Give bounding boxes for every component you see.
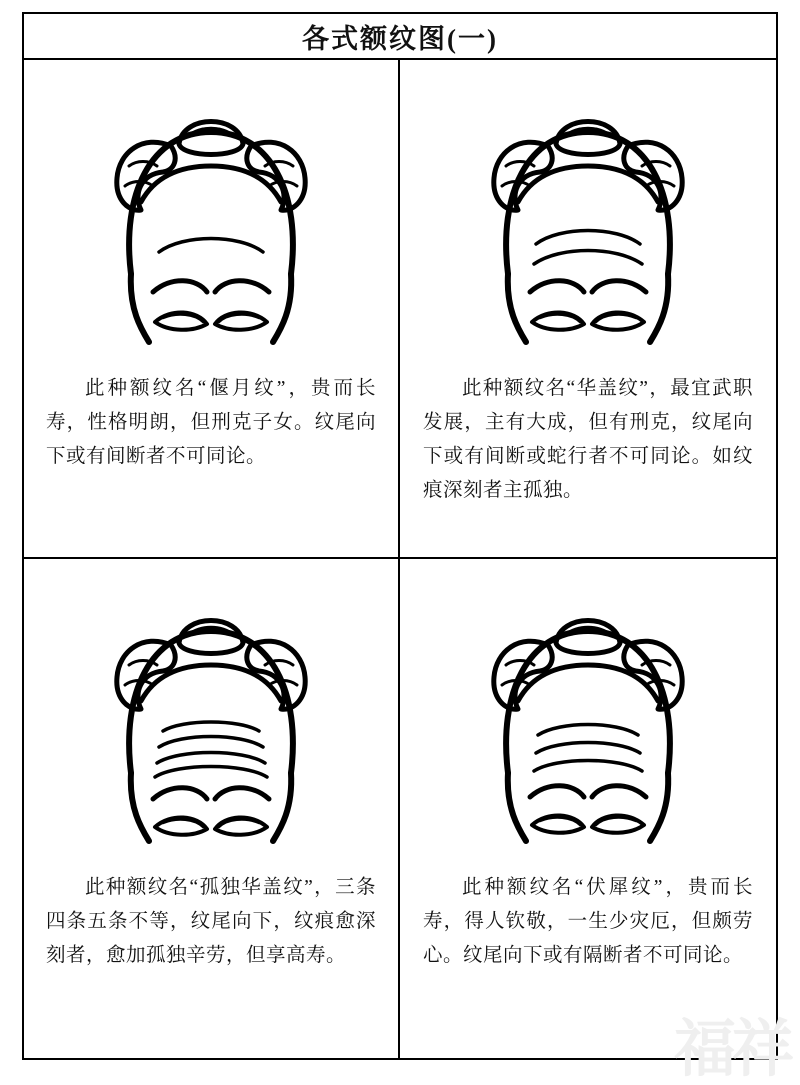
page-title: 各式额纹图(一) <box>302 23 498 54</box>
cell-caption: 此种额纹名“孤独华盖纹”，三条四条五条不等，纹尾向下，纹痕愈深刻者，愈加孤独辛劳，但享高寿。 <box>46 877 376 967</box>
forehead-wrinkle-illustration-huagai <box>448 74 728 364</box>
cell-top-left <box>24 60 400 559</box>
forehead-wrinkle-illustration-fuxi <box>448 573 728 863</box>
forehead-wrinkle-illustration-guduhuagai <box>71 573 351 863</box>
cell-caption: 此种额纹名“偃月纹”，贵而长寿，性格明朗，但刑克子女。纹尾向下或有间断者不可同论。 <box>46 378 376 468</box>
cell-top-right <box>400 60 776 559</box>
cell-bottom-left <box>24 559 400 1058</box>
cell-caption: 此种额纹名“华盖纹”，最宜武职发展，主有大成，但有刑克，纹尾向下或有间断或蛇行者不可同论。如纹痕深刻者主孤独。 <box>423 378 753 502</box>
watermark: 福祥 <box>673 1016 790 1084</box>
cell-bottom-right <box>400 559 776 1058</box>
forehead-wrinkle-illustration-yanyue <box>71 74 351 364</box>
illustration-grid <box>22 60 778 1060</box>
cell-caption: 此种额纹名“伏犀纹”，贵而长寿，得人钦敬，一生少灾厄，但颇劳心。纹尾向下或有隔断者不可同论。 <box>423 877 753 967</box>
page-title-bar <box>22 12 778 60</box>
